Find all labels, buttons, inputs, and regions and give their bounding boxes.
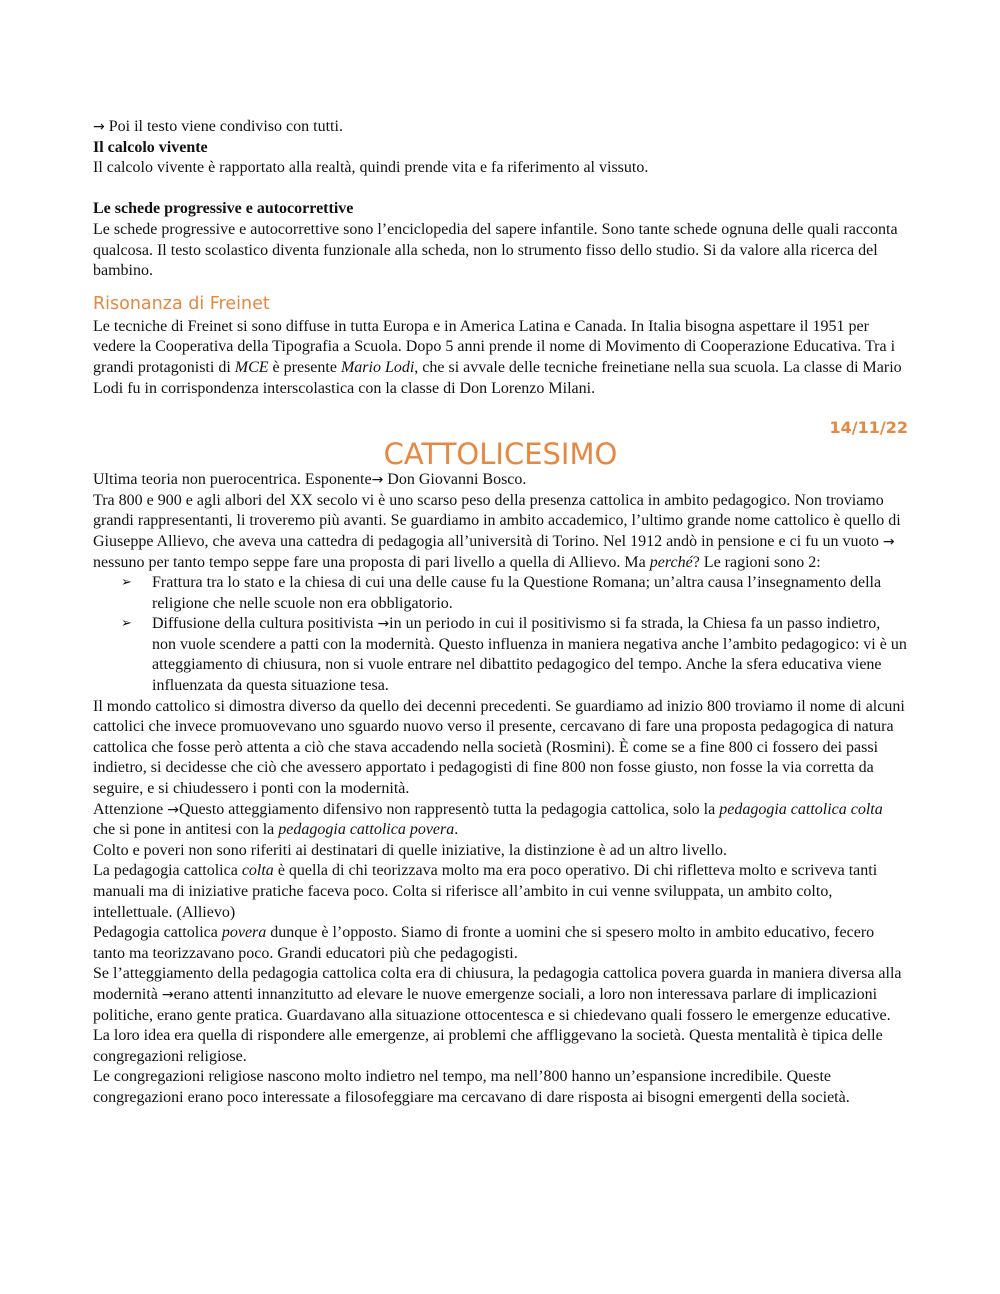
paragraph-pedagogia-colta: La pedagogia cattolica colta è quella di chi teorizzava molto ma era poco operativo. Di chi rifletteva molto e scriveva tanti manuali ma di iniziative pratiche faceva poco. Colta si riferisce all’ambito in cui venne sviluppata, un ambito colto, intellettuale. (Allievo) <box>93 862 878 921</box>
blank-line <box>93 179 908 200</box>
paragraph-tra-800-900: Tra 800 e 900 e agli albori del XX secolo vi è uno scarso peso della presenza cattolica in ambito pedagogico. Non troviamo grandi rappresentanti, li troveremo più avanti. Se guardiamo in ambito accademico, l’ultimo grande nome cattolico è quello di Giuseppe Allievo, che aveva una cattedra di pedagogia all’università di Torino. Nel 1912 andò in pensione e ci fu un vuoto → nessuno per tanto tempo seppe fare una proposta di pari livello a quella di Allievo. Ma perché? Le ragioni sono 2: <box>93 491 901 571</box>
arrow-right-icon: → <box>882 533 895 550</box>
list-item: ➢ Frattura tra lo stato e la chiesa di cui una delle cause fu la Questione Romana; un’altra causa l’insegnamento della religione che nelle scuole non era obbligatorio. <box>121 574 882 612</box>
date-label: 14/11/22 <box>829 418 908 438</box>
heading-calcolo-vivente: Il calcolo vivente <box>93 138 208 156</box>
paragraph-schede: Le schede progressive e autocorrettive sono l’enciclopedia del sapere infantile. Sono tante schede ognuna delle quali racconta qualcosa. Il testo scolastico diventa funzionale alla scheda, non lo strumento fisso dello studio. Si da valore alla ricerca del bambino. <box>93 220 898 280</box>
paragraph-atteggiamento: Se l’atteggiamento della pedagogia cattolica colta era di chiusura, la pedagogia cattolica povera guarda in maniera diversa alla modernità →erano attenti innanzitutto ad elevare le nuove emergenze sociali, a loro non interessava parlare di implicazioni politiche, erano gente pratica. Guardavano alla situazione ottocentesca e si chiedevano quali fossero le emergenze educative. La loro idea era quella di rispondere alle emergenze, ai problemi che affliggevano la società. Questa mentalità è tipica delle congregazioni religiose. <box>93 965 902 1065</box>
paragraph-congregazioni: Le congregazioni religiose nascono molto indietro nel tempo, ma nell’800 hanno un’espansione incredibile. Queste congregazioni erano poco interessate a filosofeggiare ma cercavano di dare risposta ai bisogni emergenti della società. <box>93 1068 850 1106</box>
paragraph-risonanza: Le tecniche di Freinet si sono diffuse in tutta Europa e in America Latina e Canada. In Italia bisogna aspettare il 1951 per vedere la Cooperativa della Tipografia a Scuola. Dopo 5 anni prende il nome di Movimento di Cooperazione Educativa. Tra i grandi protagonisti di MCE è presente Mario Lodi, che si avvale delle tecniche freinetiane nella sua scuola. La classe di Mario Lodi fu in corrispondenza interscolastica con la classe di Don Lorenzo Milani. <box>93 317 902 397</box>
document-page <box>93 117 908 1109</box>
arrowhead-bullet-icon: ➢ <box>121 616 132 632</box>
paragraph-mondo-cattolico: Il mondo cattolico si dimostra diverso da quello dei decenni precedenti. Se guardiamo ad inizio 800 troviamo il nome di alcuni cattolici che invece promuovevano uno sguardo nuovo verso il presente, cercavano di fare una proposta pedagogica di natura cattolica che fosse però attenta a ciò che stava accadendo nella società (Rosmini). È come se a fine 800 ci fossero dei passi indietro, si decidesse che ciò che avessero apportato i pedagogisti di fine 800 non fosse giusto, non fosse la via corretta da seguire, e si chiudessero i ponti con la modernità. <box>93 697 905 798</box>
reasons-list <box>93 573 908 697</box>
arrowhead-bullet-icon: ➢ <box>121 575 132 591</box>
list-item: ➢ Diffusione della cultura positivista →in un periodo in cui il positivismo si fa strada, la Chiesa fa un passo indietro, non vuole scendere a patti con la modernità. Questo influenza in maniera negativa anche l’ambito pedagogico: vi è un atteggiamento di chiusura, non si vuole entrare nel dibattito pedagogico del tempo. Anche la sfera educativa viene influenzata da questa situazione tesa. <box>121 615 907 695</box>
paragraph-pedagogia-povera: Pedagogia cattolica povera dunque è l’opposto. Siamo di fronte a uomini che si spesero molto in ambito educativo, fecero tanto ma teorizzavano poco. Grandi educatori più che pedagogisti. <box>93 924 875 962</box>
heading-schede: Le schede progressive e autocorrettive <box>93 200 354 218</box>
paragraph-poi: → Poi il testo viene condiviso con tutti. <box>93 118 343 135</box>
paragraph-calcolo: Il calcolo vivente è rapportato alla realtà, quindi prende vita e fa riferimento al vissuto. <box>93 159 649 177</box>
arrow-right-icon: → <box>161 986 174 1003</box>
arrow-right-icon: → <box>167 801 179 818</box>
paragraph-intro: Ultima teoria non puerocentrica. Esponente→ Don Giovanni Bosco. <box>93 471 527 489</box>
section-title: CATTOLICESIMO <box>383 437 618 472</box>
paragraph-colto-poveri: Colto e poveri non sono riferiti ai destinatari di quelle iniziative, la distinzione è ad un altro livello. <box>93 841 728 859</box>
arrow-right-icon: → <box>371 472 384 489</box>
arrow-right-icon: → <box>377 616 390 633</box>
paragraph-attenzione: Attenzione →Questo atteggiamento difensivo non rappresentò tutta la pedagogia cattolica, solo la pedagogia cattolica colta che si pone in antitesi con la pedagogia cattolica povera. <box>93 800 883 839</box>
heading-risonanza-freinet: Risonanza di Freinet <box>93 293 270 314</box>
arrow-right-icon: → <box>93 119 105 135</box>
